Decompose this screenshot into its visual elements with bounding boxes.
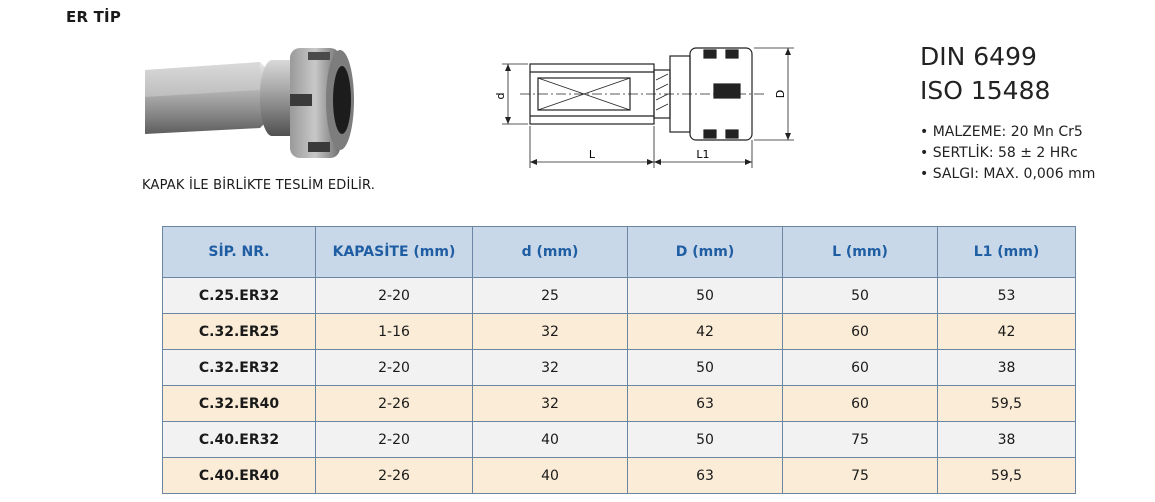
cell-order-no: C.25.ER32 (163, 278, 316, 314)
table-row (163, 314, 1076, 350)
cell-L: 60 (783, 314, 938, 350)
cell-d: 32 (473, 314, 628, 350)
cell-L1: 53 (938, 278, 1076, 314)
col-d: d (mm) (473, 227, 628, 278)
dim-L-label: L (588, 148, 596, 161)
spec-hardness: • SERTLİK: 58 ± 2 HRc (920, 143, 1095, 164)
cell-order-no: C.32.ER40 (163, 386, 316, 422)
cell-order-no: C.40.ER32 (163, 422, 316, 458)
cell-D: 42 (628, 314, 783, 350)
spec-material: • MALZEME: 20 Mn Cr5 (920, 122, 1095, 143)
cell-order-no: C.32.ER32 (163, 350, 316, 386)
cell-L1: 42 (938, 314, 1076, 350)
col-D: D (mm) (628, 227, 783, 278)
cell-d: 40 (473, 458, 628, 494)
cell-capacity: 2-20 (316, 422, 473, 458)
table-row (163, 350, 1076, 386)
table-row (163, 278, 1076, 314)
cell-capacity: 2-26 (316, 458, 473, 494)
dim-d-label: d (494, 92, 507, 100)
standards-block (920, 40, 1050, 108)
page-title: ER TİP (66, 8, 122, 26)
cell-capacity: 2-20 (316, 350, 473, 386)
cell-D: 50 (628, 422, 783, 458)
cell-L1: 38 (938, 350, 1076, 386)
delivery-note: KAPAK İLE BİRLİKTE TESLİM EDİLİR. (142, 178, 376, 193)
cell-L: 60 (783, 386, 938, 422)
cell-capacity: 2-26 (316, 386, 473, 422)
standard-iso: ISO 15488 (920, 76, 1051, 105)
cell-D: 63 (628, 458, 783, 494)
spec-list (920, 122, 1095, 185)
cell-d: 32 (473, 386, 628, 422)
table-row (163, 422, 1076, 458)
technical-drawing (490, 40, 800, 170)
col-order-no: SİP. NR. (163, 227, 316, 278)
dim-L1-label: L1 (696, 148, 710, 161)
cell-capacity: 1-16 (316, 314, 473, 350)
cell-d: 32 (473, 350, 628, 386)
dim-D-label: D (774, 89, 787, 99)
spec-runout: • SALGI: MAX. 0,006 mm (920, 164, 1095, 185)
cell-d: 40 (473, 422, 628, 458)
col-L1: L1 (mm) (938, 227, 1076, 278)
cell-D: 50 (628, 278, 783, 314)
col-L: L (mm) (783, 227, 938, 278)
collet-chuck-photo (140, 42, 360, 172)
cell-L: 60 (783, 350, 938, 386)
table-row (163, 386, 1076, 422)
cell-D: 63 (628, 386, 783, 422)
cell-L: 75 (783, 458, 938, 494)
cell-L1: 59,5 (938, 386, 1076, 422)
table-row (163, 458, 1076, 494)
cell-order-no: C.32.ER25 (163, 314, 316, 350)
cell-order-no: C.40.ER40 (163, 458, 316, 494)
cell-L1: 59,5 (938, 458, 1076, 494)
col-capacity: KAPASİTE (mm) (316, 227, 473, 278)
cell-L: 50 (783, 278, 938, 314)
cell-d: 25 (473, 278, 628, 314)
cell-L: 75 (783, 422, 938, 458)
cell-capacity: 2-20 (316, 278, 473, 314)
product-table (162, 226, 1076, 494)
table-header-row (163, 227, 1076, 278)
standard-din: DIN 6499 (920, 42, 1037, 71)
cell-L1: 38 (938, 422, 1076, 458)
cell-D: 50 (628, 350, 783, 386)
